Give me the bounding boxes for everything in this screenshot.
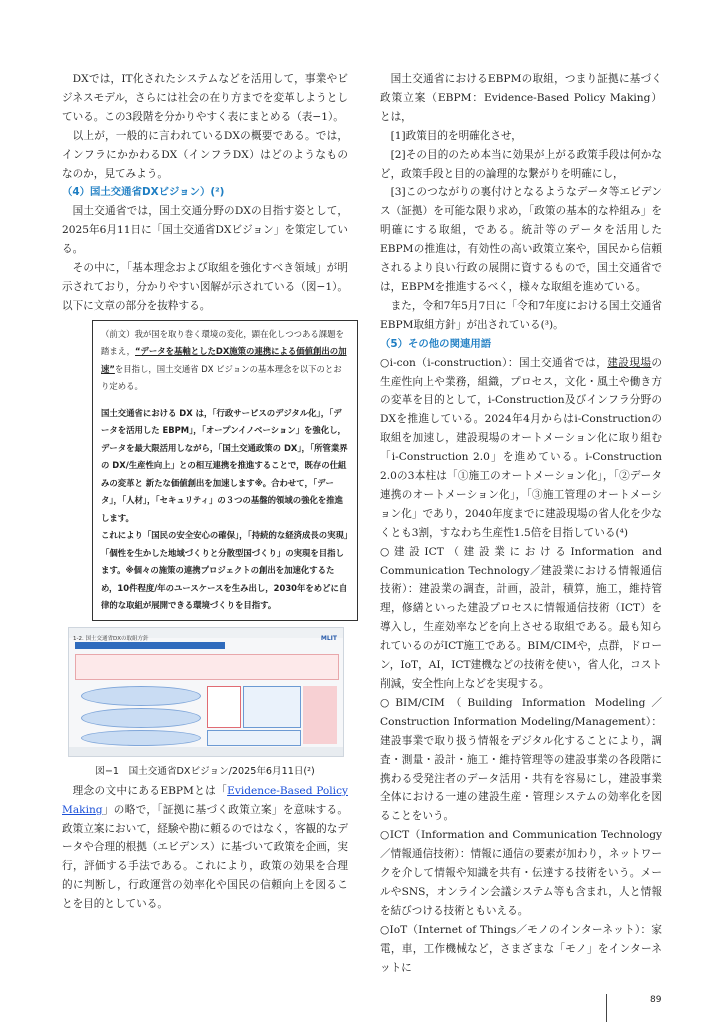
list-item: [2]その目的のため本当に効果が上がる政策手段は何かなど，政策手段と目的の論理的な繋がりを明確にし， xyxy=(380,148,662,180)
left-column xyxy=(62,70,348,914)
paragraph: また，令和7年5月7日に「令和7年度における国土交通省EBPM取組方針」が出されている(³)。 xyxy=(380,299,662,331)
list-item: [3]このつながりの裏付けとなるようなデータ等エビデンス（証拠）を可能な限り求め，「政策の基本的な枠組み」を明確にする取組，である。統計等のデータを活用したEBPMの推進は，有効性の高い政策立案や，国民から信頼されるより良い行政の展開に資するもので，国土交通省では，EBPMを推進するべく，様々な取組を進めている。 xyxy=(380,186,662,293)
diagram-oval xyxy=(81,686,201,706)
quote-conclusion: これにより「国民の安全安心の確保」，「持続的な経済成長の実現」「個性を生かした地域づくりと分散型国づくり」の実現を目指します。※個々の施策の連携プロジェクトの創出を加速化するため，10件程度/年のユースケースを生み出し，2030年をめどに自律的な取組が展開できる環境づくりを目指す。 xyxy=(101,530,349,611)
paragraph: 国土交通省では，国土交通分野のDXの目指す姿として，2025年6月11日に「国土交通省DXビジョン」を策定している。 xyxy=(62,205,348,256)
diagram-oval xyxy=(81,708,201,728)
paragraph: 理念の文中にあるEBPMとは「Evidence-Based Policy Making」の略で，「証拠に基づく政策立案」を意味する。政策立案において，経験や勘に頼るのではなく，客観的なデータや合理的根拠（エビデンス）に基づいて政策を企画，実行，評価する手法である。これにより，政策の効果を合理的に判断し，行政運営の効率化や国民の信頼向上を図ることを目的としている。 xyxy=(62,784,348,911)
figure-header-bar: 1-2. 国土交通省DXの取組方針 xyxy=(69,628,343,638)
page-number: 89 xyxy=(650,995,662,1005)
diagram-box xyxy=(243,686,301,728)
dx-vision-figure xyxy=(68,627,344,757)
paragraph: 以上が，一般的に言われているDXの概要である。では，インフラにかかわるDX（インフラDX）はどのようなものなのか，見てみよう。 xyxy=(62,129,348,180)
section-heading: （5）その他の関連用語 xyxy=(380,337,492,350)
term-i-con: ○i-con（i-construction）：国土交通省では，建設現場の生産性向上や業務，組織，プロセス，文化・風土や働き方の変革を目的として，i-Construction及びインフラ分野のDXを推進している。2024年4月からはi-Constructionの取組を加速し，建設現場のオートメーション化に取り組む「i-Construction 2.0」を進めている。i-Construction 2.0の3本柱は「①施工のオートメーション化」，「②データ連携のオートメーション化」，「③施工管理のオートメーション化」であり，2040年度までに建設現場の省人化を少なくとも3割，すなわち生産性1.5倍を目指している(⁴) xyxy=(380,356,662,539)
diagram-box xyxy=(207,686,241,728)
figure-footer-bar xyxy=(69,747,343,756)
figure-pink-band xyxy=(75,654,339,680)
footer-divider xyxy=(606,994,607,1022)
diagram-side-panel xyxy=(303,686,337,744)
paragraph: 国土交通省におけるEBPMの取組，つまり証拠に基づく政策立案（EBPM：Evidence-Based Policy Making）とは， xyxy=(380,73,662,123)
figure-caption: 図−1 国土交通省DXビジョン/2025年6月11日(²) xyxy=(95,765,315,777)
figure-title-tag xyxy=(75,642,225,649)
term-bim-cim: ○BIM/CIM（Building Information Modeling／Construction Information Modeling/Management）：建設事業で取り扱う情報をデジタル化することにより，調査・測量・設計・施工・維持管理等の建設事業の各段階に携わる受発注者のデータ活用・共有を容易にし，建設事業全体における一連の建設生産・管理システムの効率化を図ることをいう。 xyxy=(380,696,662,823)
paragraph: DXでは，IT化されたシステムなどを活用して，事業やビジネスモデル，さらには社会の在り方までを変革しようとしている。この3段階を分かりやすく表にまとめる（表−1）。 xyxy=(62,73,348,123)
term-construction-ict: ○建設ICT（建設業におけるInformation and Communication Technology／建設業における情報通信技術）：建設業の調査，計画，設計，積算，施工，維持管理，修繕といった建設プロセスに情報通信技術（ICT）を導入し，生産効率などを向上させる取組である。最も知られているのがICT施工である。BIM/CIMや，点群，ドローン，IoT，AI，ICT建機などの技術を使い，省人化，コスト削減，安全性向上などを実現する。 xyxy=(380,545,662,690)
list-item: [1]政策目的を明確化させ， xyxy=(390,129,522,142)
quote-body: 国土交通省における DX は，「行政サービスのデジタル化」，「データを活用した EBPM」，「オープンイノベーション」を強化し，データを最大限活用しながら，「国土交通政策の DX」，「所管業界の DX/生産性向上」との相互連携を推進することで，既存の仕組みの変革と 新たな価値創出を加速します※。合わせて，「データ」，「人材」，「セキュリティ」の３つの基盤的領域の強化を推進します。 xyxy=(101,407,348,523)
term-iot: ○IoT（Internet of Things／モノのインターネット）：家電，車，工作機械など，さまざまな「モノ」をインターネットに xyxy=(380,923,662,974)
diagram-box xyxy=(207,730,301,746)
term-ict: ○ICT（Information and Communication Technology／情報通信技術）：情報に通信の要素が加わり，ネットワークを介して情報や知識を共有・伝達する技術をいう。メールやSNS，オンライン会議システム等も含まれ，人と情報を結びつける技術ともいえる。 xyxy=(380,829,662,917)
right-column xyxy=(380,70,662,978)
ebpm-link[interactable]: Evidence-Based Policy Making xyxy=(62,784,348,816)
diagram-oval xyxy=(81,730,201,746)
paragraph: その中に，「基本理念および取組を強化すべき領域」が明示されており，分かりやすい図解が示されている（図−1）。以下に文章の部分を抜粋する。 xyxy=(62,262,348,312)
quoted-excerpt-box xyxy=(92,320,358,621)
section-heading: （4）国土交通省DXビジョン）(²) xyxy=(62,186,225,199)
quote-preamble: （前文）我が国を取り巻く環境の変化，顕在化しつつある課題を踏まえ，“データを基軸としたDX施策の連携による価値創出の加速”を目指し，国土交通省 DX ビジョンの基本理念を以下のとおり定める。 xyxy=(101,328,347,392)
quote-underlined-phrase: “データを基軸としたDX施策の連携による価値創出の加速” xyxy=(101,346,347,374)
mlit-logo: MLIT xyxy=(320,634,337,642)
